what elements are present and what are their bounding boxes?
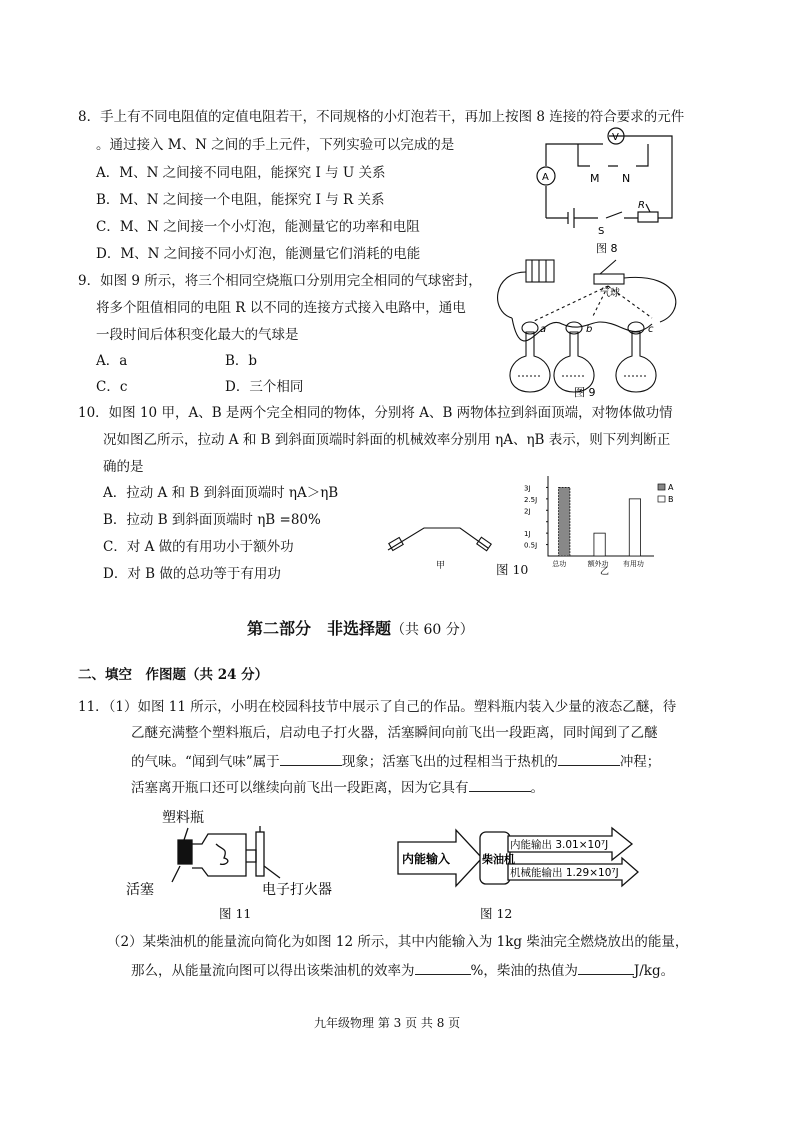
fig11-igniter-label: 电子打火器 [262, 882, 332, 898]
part2-title: 第二部分 非选择题 [247, 619, 392, 638]
q10-stem-3: 确的是 [103, 459, 144, 475]
section-2-heading: 二、填空 作图题（共 24 分） [78, 667, 269, 683]
fig8-rheostat-label: R [638, 200, 645, 211]
page-footer: 九年级物理 第 3 页 共 8 页 [314, 1016, 461, 1030]
figure-10-slope [384, 520, 500, 572]
fig12-output-internal: 内能输出 3.01×10⁷J [510, 839, 609, 851]
legend-swatch-B [658, 496, 665, 502]
fig12-output-mechanical: 机械能输出 1.29×10⁷J [510, 867, 619, 879]
q11-line-3c: 冲程； [619, 754, 661, 770]
x-tick-label: 额外功 [587, 560, 609, 568]
y-tick-label: 0.5J [524, 541, 538, 550]
figure-12-energy-flow [396, 824, 686, 894]
fig8-switch-label: S [598, 226, 605, 237]
q10-option-b: B．拉动 B 到斜面顶端时 ηB =80% [103, 512, 321, 528]
x-tick-label: 总功 [552, 560, 567, 568]
q11-part2-line-2c: J/kg。 [633, 963, 675, 979]
fig10-caption: 图 10 [496, 562, 529, 577]
bar-B-1 [594, 533, 605, 556]
fig12-engine-label: 柴油机 [482, 853, 515, 866]
fig8-n-label: N [622, 172, 631, 185]
q8-stem-2: 。通过接入 M、N 之间的手上元件，下列实验可以完成的是 [96, 137, 455, 153]
legend-label-A: A [668, 483, 674, 492]
y-tick-label: 1J [524, 530, 531, 539]
y-tick-label: 3J [524, 484, 531, 493]
blank-efficiency[interactable] [415, 960, 471, 975]
fig11-piston-label: 活塞 [126, 882, 154, 898]
q10-stem-1: 10．如图 10 甲，A、B 是两个完全相同的物体，分别将 A、B 两物体拉到斜面顶端，对物体做功情 [78, 405, 673, 421]
battery-icon [526, 260, 554, 282]
y-tick-label: 2J [524, 507, 531, 516]
fig11-caption: 图 11 [219, 906, 252, 921]
fig9-c-label: c [648, 324, 654, 335]
figure-9-flasks [482, 252, 692, 400]
legend-label-B: B [668, 495, 674, 504]
fig9-caption: 图 9 [574, 386, 596, 399]
q10-option-d: D．对 B 做的总功等于有用功 [103, 566, 281, 582]
q9-stem-1: 9．如图 9 所示，将三个相同空烧瓶口分别用完全相同的气球密封， [78, 273, 482, 289]
fig12-input-label: 内能输入 [402, 852, 451, 866]
q9-option-d: D．三个相同 [225, 379, 304, 395]
q8-option-c: C．M、N 之间接一个小灯泡，能测量它的功率和电阻 [96, 219, 420, 235]
q9-option-b: B．b [225, 353, 258, 369]
figure-8-circuit [528, 126, 688, 256]
figure-10-bar-chart [524, 470, 684, 580]
fig10-yi-label: 乙 [600, 567, 610, 577]
part2-score: （共 60 分） [391, 622, 474, 638]
q11-part2-line-1: （2）某柴油机的能量流向简化为如图 12 所示，其中内能输入为 1kg 柴油完全燃烧放出的能量， [107, 934, 689, 950]
q11-line-4b: 。 [530, 780, 544, 796]
blank-heat-value[interactable] [578, 960, 634, 975]
fig9-balloon-label: 气球 [600, 288, 620, 299]
fig8-voltmeter-label: V [612, 132, 619, 143]
q10-option-c: C．对 A 做的有用功小于额外功 [103, 539, 294, 555]
blank-phenomenon[interactable] [280, 751, 342, 766]
q11-line-3b: 现象；活塞飞出的过程相当于热机的 [341, 754, 558, 770]
fig9-a-label: a [540, 324, 547, 335]
q11-line-2: 乙醚充满整个塑料瓶后，启动电子打火器，活塞瞬间向前飞出一段距离，同时闻到了乙醚 [131, 725, 658, 741]
fig8-m-label: M [590, 172, 600, 185]
fig11-bottle-label: 塑料瓶 [162, 810, 204, 826]
q9-option-c: C．c [96, 379, 128, 395]
x-tick-label: 有用功 [622, 560, 644, 568]
fig10-jia-label: 甲 [436, 561, 446, 571]
q8-option-d: D．M、N 之间接不同小灯泡，能测量它们消耗的电能 [96, 246, 421, 262]
figure-11-bottle [124, 806, 374, 898]
bar-B-2 [629, 499, 640, 556]
fig8-caption: 图 8 [596, 242, 618, 255]
q9-stem-2: 将多个阻值相同的电阻 R 以不同的连接方式接入电路中，通电 [96, 300, 466, 316]
fig9-b-label: b [586, 324, 593, 335]
q10-option-a: A．拉动 A 和 B 到斜面顶端时 ηA＞ηB [103, 485, 339, 501]
q11-part2-line-2b: %，柴油的热值为 [470, 963, 578, 979]
switch-icon [594, 274, 624, 284]
q9-option-a: A．a [96, 353, 128, 369]
q9-stem-3: 一段时间后体积变化最大的气球是 [96, 327, 299, 343]
y-tick-label: 2.5J [524, 495, 538, 504]
blank-inertia[interactable] [469, 777, 531, 792]
q8-stem-1: 8．手上有不同电阻值的定值电阻若干，不同规格的小灯泡若干，再加上按图 8 连接的符合要求的元件 [78, 109, 685, 125]
fig8-ammeter-label: A [542, 172, 549, 183]
q11-line-4: 活塞离开瓶口还可以继续向前飞出一段距离，因为它具有 [131, 780, 469, 796]
q11-line-3a: 的气味。“闻到气味”属于 [131, 754, 280, 770]
legend-swatch-A [658, 484, 665, 490]
q10-stem-2: 况如图乙所示，拉动 A 和 B 到斜面顶端时斜面的机械效率分别用 ηA、ηB 表示，则下列判断正 [103, 432, 671, 448]
bar-A-0 [559, 487, 570, 556]
q11-part2-line-2a: 那么，从能量流向图可以得出该柴油机的效率为 [131, 963, 415, 979]
blank-stroke[interactable] [558, 751, 620, 766]
q8-option-a: A．M、N 之间接不同电阻，能探究 I 与 U 关系 [96, 165, 386, 181]
fig12-caption: 图 12 [480, 906, 513, 921]
q11-line-1: 11．（1）如图 11 所示，小明在校园科技节中展示了自己的作品。塑料瓶内装入少量的液态乙醚，待 [78, 699, 677, 715]
q8-option-b: B．M、N 之间接一个电阻，能探究 I 与 R 关系 [96, 192, 385, 208]
